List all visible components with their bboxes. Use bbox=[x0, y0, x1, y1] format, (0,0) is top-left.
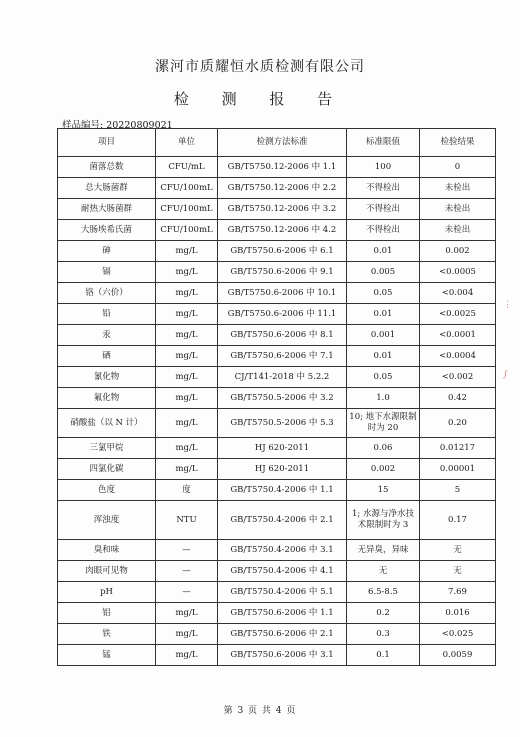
table-cell: 大肠埃希氏菌 bbox=[58, 220, 156, 241]
table-cell: 0.06 bbox=[347, 438, 420, 459]
table-cell: 0.3 bbox=[347, 624, 420, 645]
table-cell: 100 bbox=[347, 157, 420, 178]
table-row bbox=[58, 624, 496, 645]
table-cell: mg/L bbox=[156, 409, 218, 438]
table-cell: HJ 620-2011 bbox=[218, 438, 347, 459]
table-cell: 色度 bbox=[58, 480, 156, 501]
table-cell: 铁 bbox=[58, 624, 156, 645]
table-cell: GB/T5750.12-2006 中 2.2 bbox=[218, 178, 347, 199]
table-cell: 0 bbox=[420, 157, 496, 178]
table-cell: CFU/100mL bbox=[156, 178, 218, 199]
table-cell: GB/T5750.6-2006 中 8.1 bbox=[218, 325, 347, 346]
table-cell: mg/L bbox=[156, 262, 218, 283]
table-cell: 无异臭，异味 bbox=[347, 540, 420, 561]
table-cell: GB/T5750.6-2006 中 9.1 bbox=[218, 262, 347, 283]
table-cell: mg/L bbox=[156, 304, 218, 325]
table-row bbox=[58, 438, 496, 459]
table-cell: GB/T5750.6-2006 中 2.1 bbox=[218, 624, 347, 645]
table-cell: mg/L bbox=[156, 367, 218, 388]
table-cell: 0.05 bbox=[347, 367, 420, 388]
table-cell: 铬（六价） bbox=[58, 283, 156, 304]
table-row bbox=[58, 501, 496, 540]
table-cell: 0.002 bbox=[347, 459, 420, 480]
table-cell: mg/L bbox=[156, 645, 218, 666]
table-row bbox=[58, 157, 496, 178]
table-header-row bbox=[58, 129, 496, 157]
table-cell: 浑浊度 bbox=[58, 501, 156, 540]
table-cell: 度 bbox=[156, 480, 218, 501]
table-cell: 铅 bbox=[58, 304, 156, 325]
table-cell: 1.0 bbox=[347, 388, 420, 409]
table-cell: GB/T5750.4-2006 中 5.1 bbox=[218, 582, 347, 603]
table-cell: 镉 bbox=[58, 262, 156, 283]
table-cell: <0.0004 bbox=[420, 346, 496, 367]
table-cell: mg/L bbox=[156, 603, 218, 624]
table-cell: 0.01 bbox=[347, 241, 420, 262]
table-cell: 总大肠菌群 bbox=[58, 178, 156, 199]
table-cell: 0.20 bbox=[420, 409, 496, 438]
table-cell: GB/T5750.4-2006 中 1.1 bbox=[218, 480, 347, 501]
company-name: 漯河市质耀恒水质检测有限公司 bbox=[155, 59, 365, 75]
table-cell: GB/T5750.12-2006 中 4.2 bbox=[218, 220, 347, 241]
table-cell: GB/T5750.12-2006 中 3.2 bbox=[218, 199, 347, 220]
table-cell: 三氯甲烷 bbox=[58, 438, 156, 459]
table-row bbox=[58, 262, 496, 283]
table-cell: 1; 水源与净水技术限制时为 3 bbox=[347, 501, 420, 540]
table-cell: 0.001 bbox=[347, 325, 420, 346]
table-cell: 不得检出 bbox=[347, 178, 420, 199]
table-row bbox=[58, 480, 496, 501]
table-cell: 氰化物 bbox=[58, 367, 156, 388]
table-cell: GB/T5750.5-2006 中 5.3 bbox=[218, 409, 347, 438]
table-cell: 无 bbox=[420, 561, 496, 582]
table-cell: mg/L bbox=[156, 624, 218, 645]
table-cell: 0.17 bbox=[420, 501, 496, 540]
table-cell: GB/T5750.6-2006 中 6.1 bbox=[218, 241, 347, 262]
table-cell: 0.01217 bbox=[420, 438, 496, 459]
seal-stamp-fragment: ⋮ bbox=[503, 300, 512, 310]
table-row bbox=[58, 283, 496, 304]
table-cell: 未检出 bbox=[420, 220, 496, 241]
table-cell: 四氯化碳 bbox=[58, 459, 156, 480]
table-cell: GB/T5750.6-2006 中 3.1 bbox=[218, 645, 347, 666]
table-row bbox=[58, 241, 496, 262]
table-row bbox=[58, 325, 496, 346]
table-cell: 未检出 bbox=[420, 178, 496, 199]
table-cell: mg/L bbox=[156, 241, 218, 262]
table-cell: GB/T5750.6-2006 中 11.1 bbox=[218, 304, 347, 325]
column-header: 项目 bbox=[58, 129, 156, 157]
table-cell: — bbox=[156, 540, 218, 561]
table-cell: <0.004 bbox=[420, 283, 496, 304]
table-cell: CFU/100mL bbox=[156, 220, 218, 241]
table-row bbox=[58, 459, 496, 480]
table-row bbox=[58, 561, 496, 582]
table-row bbox=[58, 199, 496, 220]
table-cell: 0.0059 bbox=[420, 645, 496, 666]
table-cell: 耐热大肠菌群 bbox=[58, 199, 156, 220]
table-cell: 铝 bbox=[58, 603, 156, 624]
table-cell: pH bbox=[58, 582, 156, 603]
table-row bbox=[58, 603, 496, 624]
sample-number: 样品编号: 20220809021 bbox=[62, 120, 173, 131]
results-table bbox=[57, 128, 496, 666]
table-cell: 0.002 bbox=[420, 241, 496, 262]
table-cell: 氟化物 bbox=[58, 388, 156, 409]
table-cell: 锰 bbox=[58, 645, 156, 666]
table-cell: NTU bbox=[156, 501, 218, 540]
table-cell: 砷 bbox=[58, 241, 156, 262]
table-row bbox=[58, 367, 496, 388]
table-row bbox=[58, 178, 496, 199]
table-cell: CFU/100mL bbox=[156, 199, 218, 220]
table-cell: 0.01 bbox=[347, 304, 420, 325]
table-cell: 肉眼可见物 bbox=[58, 561, 156, 582]
table-cell: 菌落总数 bbox=[58, 157, 156, 178]
table-cell: GB/T5750.6-2006 中 1.1 bbox=[218, 603, 347, 624]
table-cell: 10; 地下水源限制时为 20 bbox=[347, 409, 420, 438]
table-cell: 0.42 bbox=[420, 388, 496, 409]
table-cell: 不得检出 bbox=[347, 220, 420, 241]
table-row bbox=[58, 388, 496, 409]
table-cell: 15 bbox=[347, 480, 420, 501]
column-header: 检测方法标准 bbox=[218, 129, 347, 157]
table-cell: <0.025 bbox=[420, 624, 496, 645]
table-cell: — bbox=[156, 582, 218, 603]
table-cell: 硝酸盐（以 N 计） bbox=[58, 409, 156, 438]
table-cell: <0.0001 bbox=[420, 325, 496, 346]
table-cell: GB/T5750.4-2006 中 3.1 bbox=[218, 540, 347, 561]
table-cell: 无 bbox=[347, 561, 420, 582]
table-cell: 硒 bbox=[58, 346, 156, 367]
report-title: 检 测 报 告 bbox=[173, 90, 347, 108]
table-cell: 0.2 bbox=[347, 603, 420, 624]
column-header: 标准限值 bbox=[347, 129, 420, 157]
table-cell: HJ 620-2011 bbox=[218, 459, 347, 480]
table-cell: CJ/T141-2018 中 5.2.2 bbox=[218, 367, 347, 388]
table-cell: 0.01 bbox=[347, 346, 420, 367]
table-cell: 0.00001 bbox=[420, 459, 496, 480]
table-row bbox=[58, 409, 496, 438]
table-row bbox=[58, 582, 496, 603]
table-cell: mg/L bbox=[156, 283, 218, 304]
table-row bbox=[58, 540, 496, 561]
column-header: 单位 bbox=[156, 129, 218, 157]
table-cell: GB/T5750.6-2006 中 10.1 bbox=[218, 283, 347, 304]
table-cell: <0.0025 bbox=[420, 304, 496, 325]
table-cell: GB/T5750.4-2006 中 4.1 bbox=[218, 561, 347, 582]
table-cell: mg/L bbox=[156, 459, 218, 480]
table-cell: mg/L bbox=[156, 438, 218, 459]
table-cell: 0.016 bbox=[420, 603, 496, 624]
table-cell: mg/L bbox=[156, 346, 218, 367]
table-cell: 7.69 bbox=[420, 582, 496, 603]
table-row bbox=[58, 346, 496, 367]
page-number: 第 3 页 共 4 页 bbox=[223, 706, 297, 716]
table-cell: GB/T5750.6-2006 中 7.1 bbox=[218, 346, 347, 367]
seal-stamp-fragment: ∫ bbox=[503, 370, 508, 380]
table-cell: 0.1 bbox=[347, 645, 420, 666]
table-row bbox=[58, 645, 496, 666]
table-row bbox=[58, 220, 496, 241]
table-cell: 0.05 bbox=[347, 283, 420, 304]
table-row bbox=[58, 304, 496, 325]
table-cell: — bbox=[156, 561, 218, 582]
table-cell: 不得检出 bbox=[347, 199, 420, 220]
table-cell: mg/L bbox=[156, 388, 218, 409]
table-cell: <0.0005 bbox=[420, 262, 496, 283]
table-cell: 0.005 bbox=[347, 262, 420, 283]
table-cell: 未检出 bbox=[420, 199, 496, 220]
table-cell: GB/T5750.5-2006 中 3.2 bbox=[218, 388, 347, 409]
column-header: 检验结果 bbox=[420, 129, 496, 157]
table-cell: CFU/mL bbox=[156, 157, 218, 178]
table-cell: GB/T5750.4-2006 中 2.1 bbox=[218, 501, 347, 540]
table-cell: 6.5-8.5 bbox=[347, 582, 420, 603]
table-cell: <0.002 bbox=[420, 367, 496, 388]
table-cell: 汞 bbox=[58, 325, 156, 346]
table-cell: 无 bbox=[420, 540, 496, 561]
table-cell: GB/T5750.12-2006 中 1.1 bbox=[218, 157, 347, 178]
table-cell: 臭和味 bbox=[58, 540, 156, 561]
table-cell: 5 bbox=[420, 480, 496, 501]
table-cell: mg/L bbox=[156, 325, 218, 346]
